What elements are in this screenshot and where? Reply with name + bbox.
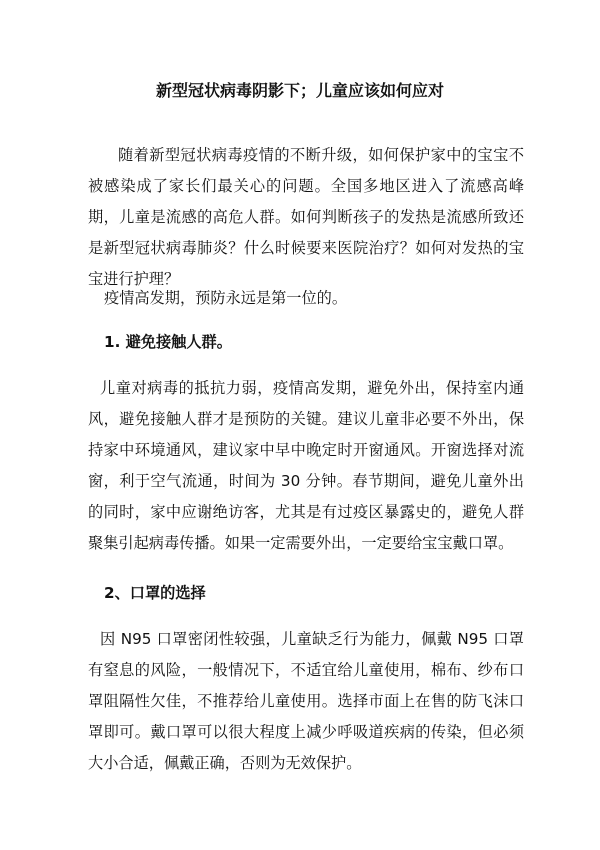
section-body-mask-selection: 因 N95 口罩密闭性较强，儿童缺乏行为能力，佩戴 N95 口罩有窒息的风险，一般情况下，不适宜给儿童使用，棉布、纱布口罩阻隔性欠佳，不推荐给儿童使用。选择市面上在售的防飞沫口罩即可。戴口罩可以很大程度上减少呼吸道疾病的传染，但必须大小合适，佩戴正确，否则为无效保护。 bbox=[88, 630, 524, 772]
section-body-avoid-crowds: 儿童对病毒的抵抗力弱，疫情高发期，避免外出，保持室内通风，避免接触人群才是预防的关键。建议儿童非必要不外出，保持家中环境通风，建议家中早中晚定时开窗通风。开窗选择对流窗，利于空气流通，时间为 30 分钟。春节期间，避免儿童外出的同时，家中应谢绝访客，尤其是有过疫区暴露史的，避免人群聚集引起病毒传播。如果一定需要外出，一定要给宝宝戴口罩。 bbox=[88, 379, 524, 552]
prevention-note: 疫情高发期，预防永远是第一位的。 bbox=[104, 289, 347, 307]
page-title: 新型冠状病毒阴影下；儿童应该如何应对 bbox=[155, 81, 444, 100]
intro-paragraph: 随着新型冠状病毒疫情的不断升级，如何保护家中的宝宝不被感染成了家长们最关心的问题。全国多地区进入了流感高峰期，儿童是流感的高危人群。如何判断孩子的发热是流感所致还是新型冠状病毒肺炎？什么时候要来医院治疗？如何对发热的宝宝进行护理？ bbox=[88, 146, 524, 288]
section-heading-mask-selection: 2、口罩的选择 bbox=[104, 584, 206, 602]
section-heading-avoid-crowds: 1. 避免接触人群。 bbox=[104, 333, 232, 351]
